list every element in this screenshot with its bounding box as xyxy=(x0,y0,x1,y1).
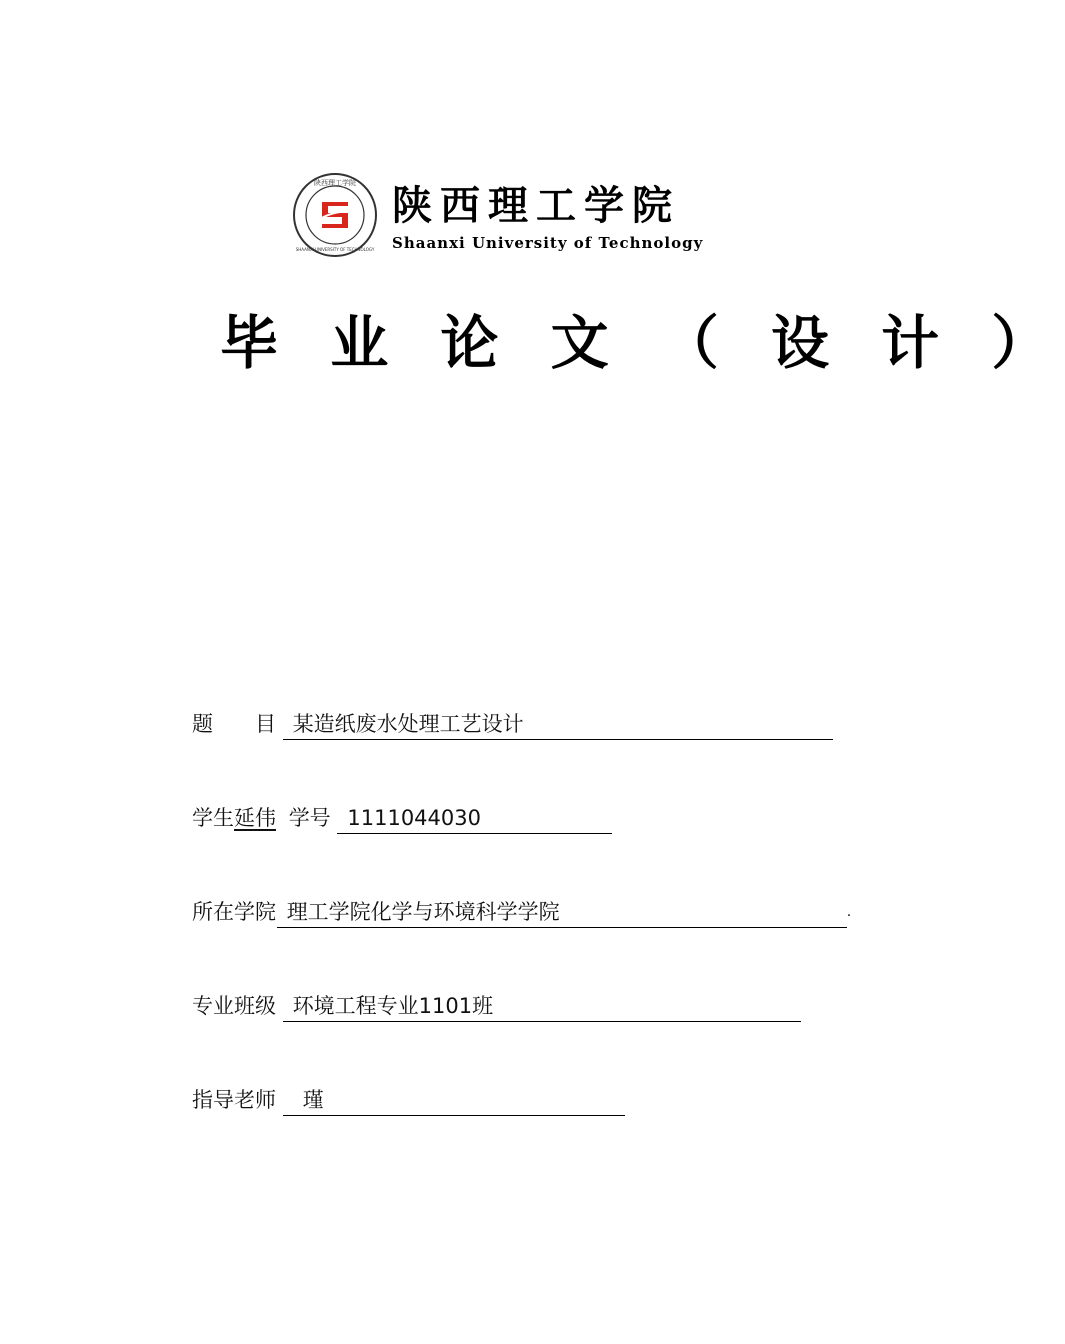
college-label: 所在学院 xyxy=(192,900,276,924)
document-title: 毕 业 论 文 （ 设 计 ） xyxy=(220,309,1065,377)
school-name-en: Shaanxi University of Technology xyxy=(392,234,704,252)
topic-field xyxy=(192,708,833,740)
advisor-field xyxy=(192,1084,625,1116)
college-value: 理工学院化学与环境科学学院 xyxy=(277,897,847,928)
university-emblem-icon xyxy=(292,172,378,258)
student-label: 学生 xyxy=(192,806,234,830)
topic-value: 某造纸废水处理工艺设计 xyxy=(283,709,833,740)
svg-text:陕西理工学院: 陕西理工学院 xyxy=(314,179,356,187)
student-name: 延伟 xyxy=(234,806,276,830)
topic-label: 题 目 xyxy=(192,712,276,736)
advisor-value: 瑾 xyxy=(283,1085,625,1116)
college-trailing-mark: . xyxy=(846,904,852,920)
student-id-label: 学号 xyxy=(288,806,331,830)
major-label: 专业班级 xyxy=(192,994,276,1018)
student-field xyxy=(192,802,612,834)
student-id-value: 1111044030 xyxy=(337,803,612,834)
major-value: 环境工程专业1101班 xyxy=(283,991,801,1022)
university-logo xyxy=(292,172,702,258)
college-field xyxy=(192,896,851,928)
major-field xyxy=(192,990,801,1022)
advisor-label: 指导老师 xyxy=(192,1088,276,1112)
school-name-cn: 陕西理工学院 xyxy=(392,182,680,229)
svg-text:SHAANXI UNIVERSITY OF TECHNOLO: SHAANXI UNIVERSITY OF TECHNOLOGY xyxy=(295,247,375,252)
